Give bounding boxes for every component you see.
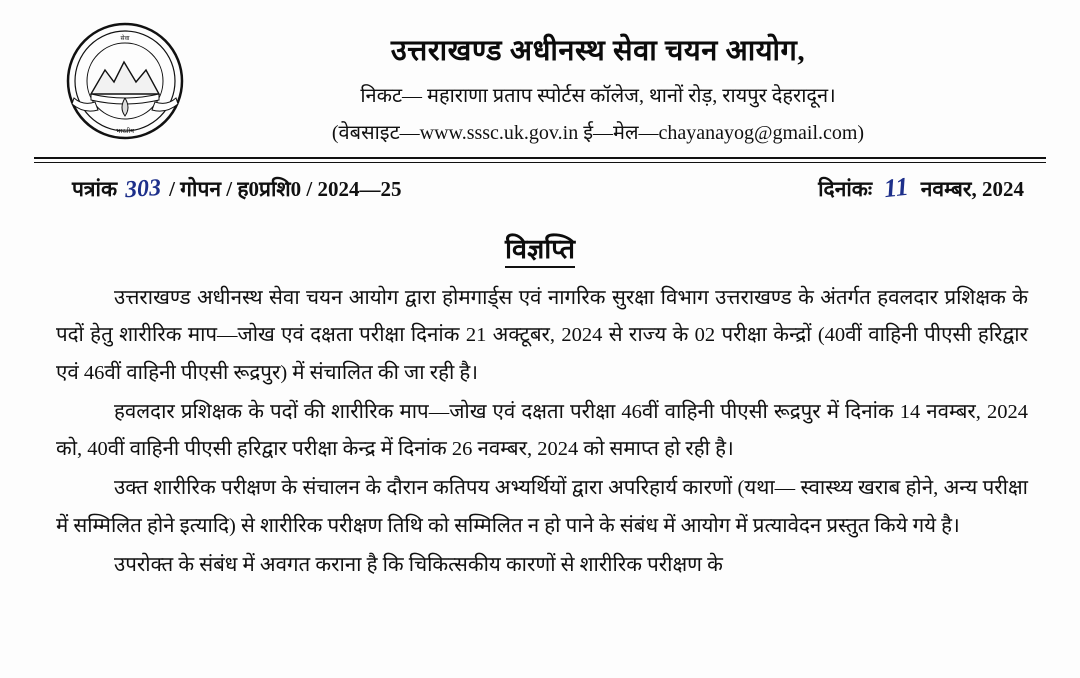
organization-contact: (वेबसाइट—www.sssc.uk.gov.in ई—मेल—chayanayog@gmail.com) <box>331 122 865 144</box>
state-emblem-icon <box>64 20 186 142</box>
organization-name: उत्तराखण्ड अधीनस्थ सेवा चयन आयोग, <box>390 35 806 67</box>
paragraph-2: हवलदार प्रशिक्षक के पदों की शारीरिक माप—जोख एवं दक्षता परीक्षा 46वीं वाहिनी पीएसी रूद्रपुर में दिनांक 14 नवम्बर, 2024 को, 40वीं वाहिनी पीएसी हरिद्वार परीक्षा केन्द्र में दिनांक 26 नवम्बर, 2024 को समाप्त हो रही है। <box>56 400 1028 461</box>
date-block <box>818 173 1024 203</box>
letterhead-text <box>186 14 1040 145</box>
reference-row <box>0 163 1080 203</box>
reference-suffix: / गोपन / ह0प्रशि0 / 2024—25 <box>169 177 402 201</box>
page-title-text: विज्ञप्ति <box>505 234 575 268</box>
svg-text:सेवा: सेवा <box>120 36 130 42</box>
paragraph-1: उत्तराखण्ड अधीनस्थ सेवा चयन आयोग द्वारा होमगार्ड्स एवं नागरिक सुरक्षा विभाग उत्तराखण्ड के अंतर्गत हवलदार प्रशिक्षक के पदों हेतु शारीरिक माप—जोख एवं दक्षता परीक्षा दिनांक 21 अक्टूबर, 2024 से राज्य के 02 परीक्षा केन्द्रों (40वीं वाहिनी पीएसी हरिद्वार एवं 46वीं वाहिनी पीएसी रूद्रपुर) में संचालित की जा रही है। <box>56 287 1028 384</box>
date-day-handwritten: 11 <box>882 171 911 204</box>
date-month-year: नवम्बर, 2024 <box>920 177 1024 201</box>
header-divider <box>34 157 1046 163</box>
reference-number-block <box>72 175 402 203</box>
document-body <box>0 266 1080 584</box>
reference-number-handwritten: 303 <box>124 174 162 204</box>
svg-text:भारतीय: भारतीय <box>115 128 135 135</box>
reference-label: पत्रांक <box>72 177 118 201</box>
date-label: दिनांकः <box>818 177 873 201</box>
page-title <box>0 229 1080 266</box>
paragraph-3: उक्त शारीरिक परीक्षण के संचालन के दौरान कतिपय अभ्यर्थियों द्वारा अपरिहार्य कारणों (यथा— स्वास्थ्य खराब होने, अन्य परीक्षा में सम्मिलित होने इत्यादि) से शारीरिक परीक्षण तिथि को सम्मिलित न हो पाने के संबंध में आयोग में प्रत्यावेदन प्रस्तुत किये गये है। <box>56 477 1028 537</box>
letterhead <box>0 0 1080 149</box>
paragraph-4: उपरोक्त के संबंध में अवगत कराना है कि चिकित्सकीय कारणों से शारीरिक परीक्षण के <box>114 554 723 577</box>
organization-address: निकट— महाराणा प्रताप स्पोर्टस कॉलेज, थानों रोड़, रायपुर देहरादून। <box>360 85 836 107</box>
